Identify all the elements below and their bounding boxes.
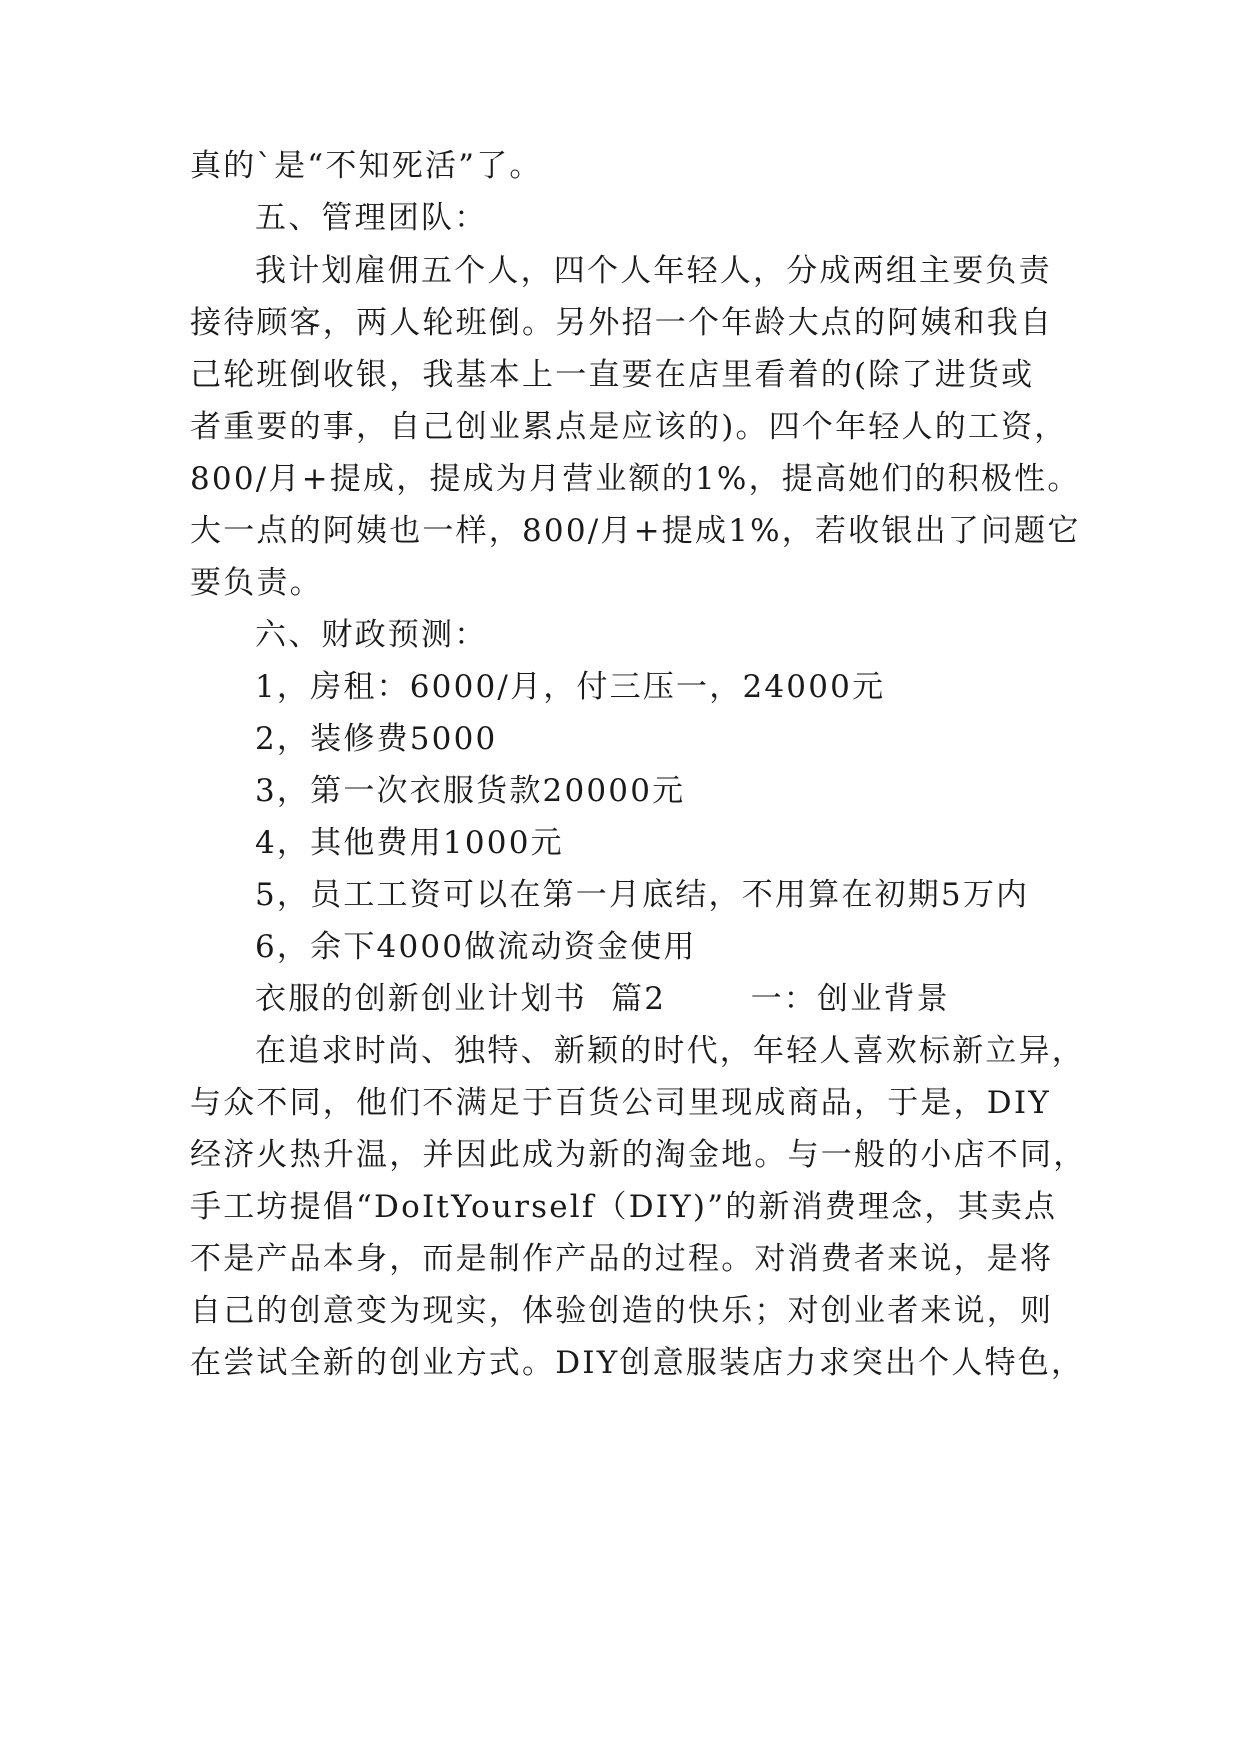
paragraph-line: 手工坊提倡“DoItYourself（DIY)”的新消费理念，其卖点 [190,1189,1058,1225]
section-heading: 六、财政预测： [255,617,488,653]
paragraph-line: 自己的创意变为现实，体验创造的快乐；对创业者来说，则 [190,1293,1054,1329]
paragraph-line: 接待顾客，两人轮班倒。另外招一个年龄大点的阿姨和我自 [190,305,1054,341]
list-item: 6，余下4000做流动资金使用 [255,929,697,965]
paragraph-line: 与众不同，他们不满足于百货公司里现成商品，于是，DIY [190,1085,1051,1121]
paragraph-line: 真的`是“不知死活”了。 [190,148,543,184]
paragraph-line: 经济火热升温，并因此成为新的淘金地。与一般的小店不同， [190,1137,1087,1173]
list-item: 5，员工工资可以在第一月底结，不用算在初期5万内 [255,877,1030,913]
paragraph-line: 我计划雇佣五个人，四个人年轻人，分成两组主要负责 [255,253,1052,289]
list-item: 4，其他费用1000元 [255,825,564,861]
paragraph-line: 800/月+提成，提成为月营业额的1%，提高她们的积极性。 [190,461,1081,497]
section-heading: 五、管理团队： [255,200,488,236]
paragraph-line: 者重要的事，自己创业累点是应该的)。四个年轻人的工资， [190,409,1068,445]
paragraph-line: 大一点的阿姨也一样，800/月+提成1%，若收银出了问题它 [190,513,1081,549]
paragraph-line: 己轮班倒收银，我基本上一直要在店里看着的(除了进货或 [190,357,1035,393]
paragraph-line: 在尝试全新的创业方式。DIY创意服装店力求突出个人特色， [190,1345,1085,1381]
paragraph-line: 不是产品本身，而是制作产品的过程。对消费者来说，是将 [190,1241,1054,1277]
section-heading: 衣服的创新创业计划书 篇2 一：创业背景 [255,981,950,1017]
list-item: 3，第一次衣服货款20000元 [255,773,686,809]
paragraph-line: 在追求时尚、独特、新颖的时代，年轻人喜欢标新立异， [255,1033,1085,1069]
list-item: 1，房租：6000/月，付三压一，24000元 [255,669,886,705]
paragraph-line: 要负责。 [190,565,323,601]
list-item: 2，装修费5000 [255,721,498,757]
